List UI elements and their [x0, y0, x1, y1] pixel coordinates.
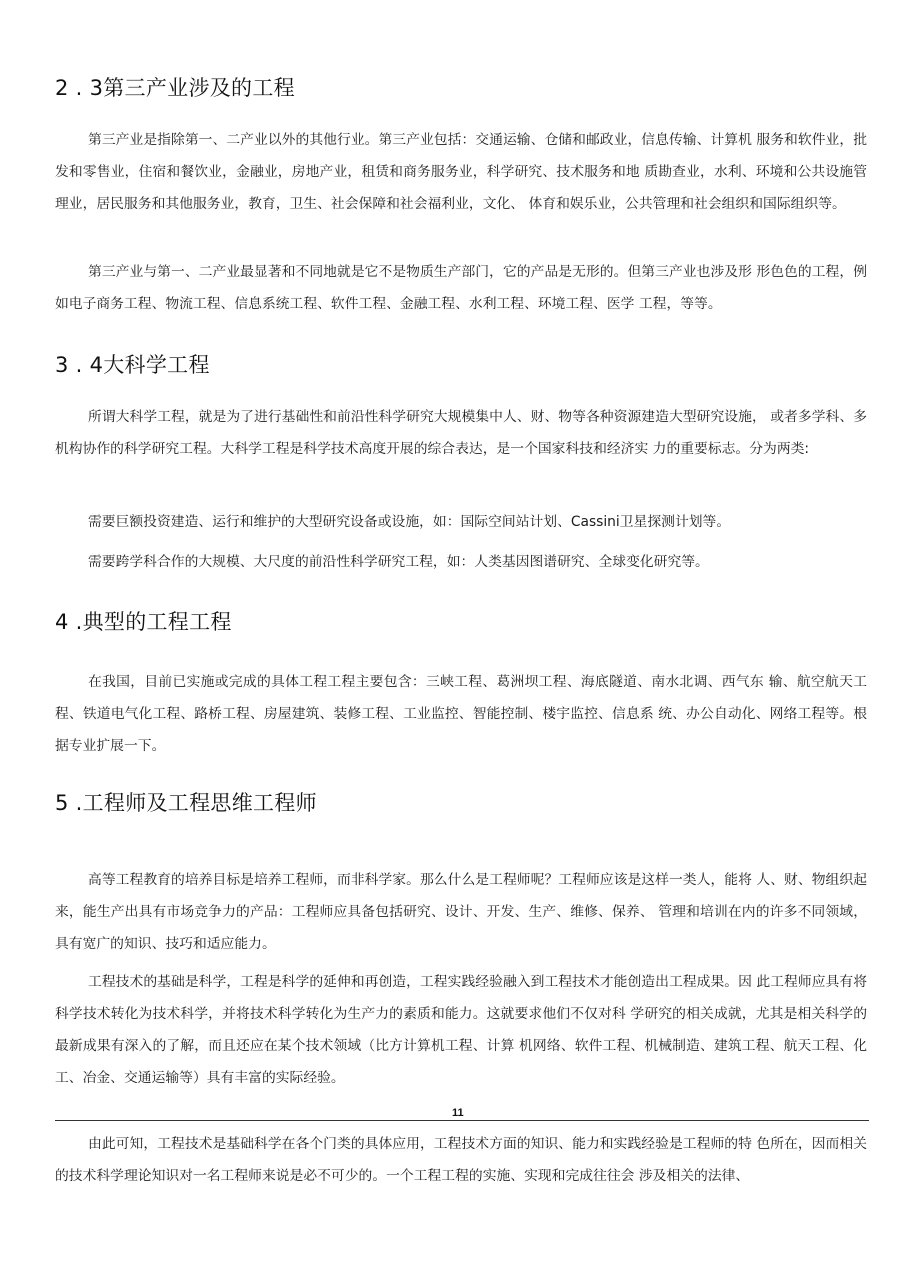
- page-number: 11: [452, 1107, 464, 1119]
- section-heading-4: 4 .典型的工程工程: [55, 610, 232, 634]
- paragraph-tertiary-industry-engineering: 第三产业与第一、二产业最显著和不同地就是它不是物质生产部门，它的产品是无形的。但第三产业也涉及形 形色色的工程，例如电子商务工程、物流工程、信息系统工程、软件工程、金融工程、水利工程、环境工程、医学 工程，等等。: [55, 264, 867, 312]
- section-heading-3-4: 3 . 4大科学工程: [55, 353, 210, 377]
- footer-divider: [55, 1120, 869, 1121]
- section-heading-5: 5 .工程师及工程思维工程师: [55, 791, 317, 815]
- paragraph-tertiary-industry-definition: 第三产业是指除第一、二产业以外的其他行业。第三产业包括：交通运输、仓储和邮政业，信息传输、计算机 服务和软件业，批发和零售业，住宿和餐饮业，金融业，房地产业，租赁和商务服务业，科学研究、技术服务和地 质勘查业，水利、环境和公共设施管理业，居民服务和其他服务业，教育，卫生、社会保障和社会福利业，文化、 体育和娱乐业，公共管理和社会组织和国际组织等。: [55, 132, 867, 212]
- paragraph-big-science-definition: 所谓大科学工程，就是为了进行基础性和前沿性科学研究大规模集中人、财、物等各种资源建造大型研究设施， 或者多学科、多机构协作的科学研究工程。大科学工程是科学技术高度开展的综合表达，是一个国家科技和经济实 力的重要标志。分为两类:: [55, 409, 867, 457]
- paragraph-typical-projects: 在我国，目前已实施或完成的具体工程工程主要包含：三峡工程、葛洲坝工程、海底隧道、南水北调、西气东 输、航空航天工程、铁道电气化工程、路桥工程、房屋建筑、装修工程、工业监控、智能控制、楼宇监控、信息系 统、办公自动化、网络工程等。根据专业扩展一下。: [55, 674, 867, 754]
- paragraph-big-science-type-2: 需要跨学科合作的大规模、大尺度的前沿性科学研究工程，如：人类基因图谱研究、全球变化研究等。: [88, 554, 709, 570]
- paragraph-continuation: 由此可知，工程技术是基础科学在各个门类的具体应用，工程技术方面的知识、能力和实践经验是工程师的特 色所在，因而相关的技术科学理论知识对一名工程师来说是必不可少的。一个工程工程的实施、实现和完成往往会 涉及相关的法律、: [55, 1136, 867, 1184]
- section-heading-2-3: 2 . 3第三产业涉及的工程: [55, 76, 295, 100]
- paragraph-big-science-type-1: 需要巨额投资建造、运行和维护的大型研究设备或设施，如：国际空间站计划、Cassini卫星探测计划等。: [88, 514, 731, 530]
- paragraph-engineer-definition: 高等工程教育的培养目标是培养工程师，而非科学家。那么什么是工程师呢？工程师应该是这样一类人，能将 人、财、物组织起来，能生产出具有市场竞争力的产品：工程师应具备包括研究、设计、开发、生产、维修、保养、 管理和培训在内的许多不同领域，具有宽广的知识、技巧和适应能力。: [55, 872, 867, 952]
- paragraph-engineering-foundation: 工程技术的基础是科学，工程是科学的延伸和再创造，工程实践经验融入到工程技术才能创造出工程成果。因 此工程师应具有将科学技术转化为技术科学，并将技术科学转化为生产力的素质和能力。这就要求他们不仅对科 学研究的相关成就，尤其是相关科学的最新成果有深入的了解，而且还应在某个技术领域（比方计算机工程、计算 机网络、软件工程、机械制造、建筑工程、航天工程、化工、冶金、交通运输等）具有丰富的实际经验。: [55, 974, 867, 1086]
